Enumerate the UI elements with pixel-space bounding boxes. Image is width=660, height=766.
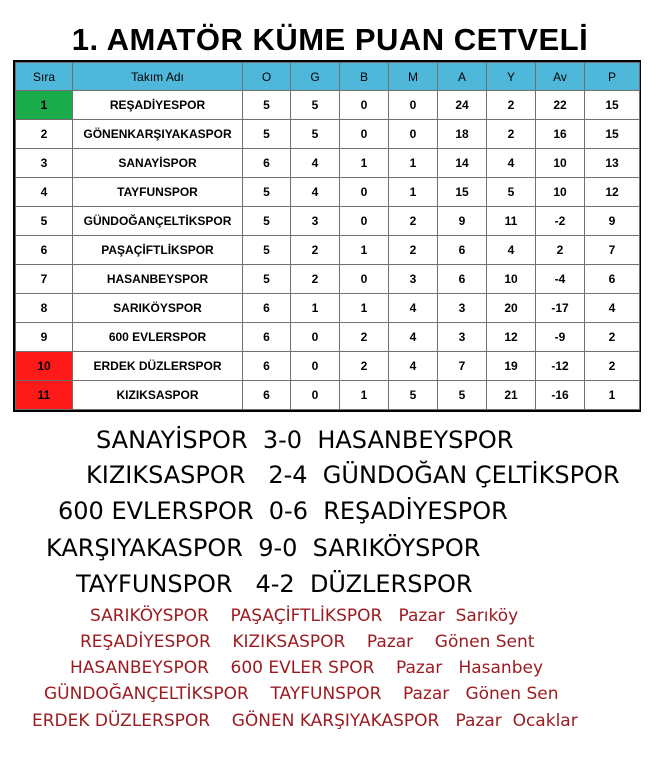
cell-lost: 4 — [389, 323, 438, 352]
cell-team-name: 600 EVLERSPOR — [73, 323, 243, 352]
result-line: KARŞIYAKASPOR 9-0 SARIKÖYSPOR — [46, 534, 481, 562]
cell-played: 5 — [243, 178, 291, 207]
cell-drawn: 1 — [340, 381, 389, 410]
column-header-won: G — [291, 63, 340, 91]
cell-goals-against: 10 — [487, 265, 536, 294]
cell-goal-diff: -2 — [536, 207, 585, 236]
cell-team-name: TAYFUNSPOR — [73, 178, 243, 207]
cell-won: 4 — [291, 178, 340, 207]
cell-team-name: GÖNENKARŞIYAKASPOR — [73, 120, 243, 149]
cell-won: 5 — [291, 91, 340, 120]
cell-points: 13 — [585, 149, 640, 178]
cell-points: 15 — [585, 91, 640, 120]
cell-played: 5 — [243, 207, 291, 236]
cell-drawn: 0 — [340, 91, 389, 120]
table-row — [16, 236, 640, 265]
cell-goals-for: 15 — [438, 178, 487, 207]
cell-goals-against: 2 — [487, 91, 536, 120]
result-line: TAYFUNSPOR 4-2 DÜZLERSPOR — [76, 570, 473, 598]
cell-won: 0 — [291, 352, 340, 381]
table-row — [16, 120, 640, 149]
column-header-points: P — [585, 63, 640, 91]
cell-rank: 1 — [16, 91, 73, 120]
cell-goals-against: 11 — [487, 207, 536, 236]
table-row — [16, 178, 640, 207]
table-row — [16, 207, 640, 236]
cell-goals-against: 5 — [487, 178, 536, 207]
cell-lost: 2 — [389, 236, 438, 265]
cell-goals-against: 19 — [487, 352, 536, 381]
fixture-line: HASANBEYSPOR 600 EVLER SPOR Pazar Hasanbey — [70, 658, 544, 678]
result-line: 600 EVLERSPOR 0-6 REŞADİYESPOR — [58, 497, 508, 525]
cell-team-name: SANAYİSPOR — [73, 149, 243, 178]
fixture-line: GÜNDOĞANÇELTİKSPOR TAYFUNSPOR Pazar Gönen Sen — [44, 684, 559, 704]
cell-points: 7 — [585, 236, 640, 265]
table-row — [16, 265, 640, 294]
cell-played: 5 — [243, 265, 291, 294]
cell-played: 6 — [243, 352, 291, 381]
column-header-drawn: B — [340, 63, 389, 91]
cell-won: 2 — [291, 265, 340, 294]
cell-rank: 4 — [16, 178, 73, 207]
cell-won: 0 — [291, 381, 340, 410]
cell-goals-against: 12 — [487, 323, 536, 352]
column-header-team: Takım Adı — [73, 63, 243, 91]
cell-goal-diff: 10 — [536, 149, 585, 178]
column-header-goals-for: A — [438, 63, 487, 91]
cell-played: 6 — [243, 294, 291, 323]
cell-lost: 4 — [389, 294, 438, 323]
cell-points: 1 — [585, 381, 640, 410]
cell-goals-for: 24 — [438, 91, 487, 120]
table-header-row — [16, 63, 640, 91]
cell-goals-for: 14 — [438, 149, 487, 178]
fixture-line: ERDEK DÜZLERSPOR GÖNEN KARŞIYAKASPOR Pazar Ocaklar — [32, 711, 578, 731]
fixture-line: REŞADİYESPOR KIZIKSASPOR Pazar Gönen Sent — [80, 632, 535, 652]
cell-lost: 3 — [389, 265, 438, 294]
cell-goals-against: 2 — [487, 120, 536, 149]
cell-goal-diff: -12 — [536, 352, 585, 381]
cell-points: 2 — [585, 352, 640, 381]
cell-points: 12 — [585, 178, 640, 207]
cell-goal-diff: -16 — [536, 381, 585, 410]
cell-won: 1 — [291, 294, 340, 323]
cell-goals-for: 18 — [438, 120, 487, 149]
cell-team-name: PAŞAÇİFTLİKSPOR — [73, 236, 243, 265]
cell-goals-for: 3 — [438, 294, 487, 323]
cell-goal-diff: -4 — [536, 265, 585, 294]
table-row — [16, 352, 640, 381]
cell-goals-for: 7 — [438, 352, 487, 381]
cell-goals-against: 4 — [487, 236, 536, 265]
cell-won: 4 — [291, 149, 340, 178]
column-header-played: O — [243, 63, 291, 91]
cell-goals-against: 20 — [487, 294, 536, 323]
cell-goals-against: 21 — [487, 381, 536, 410]
table-row — [16, 294, 640, 323]
cell-drawn: 0 — [340, 120, 389, 149]
cell-points: 6 — [585, 265, 640, 294]
table-row — [16, 149, 640, 178]
cell-lost: 1 — [389, 178, 438, 207]
cell-goals-for: 6 — [438, 236, 487, 265]
standings-table — [13, 60, 641, 412]
cell-goals-for: 3 — [438, 323, 487, 352]
cell-drawn: 2 — [340, 323, 389, 352]
cell-lost: 0 — [389, 91, 438, 120]
result-line: KIZIKSASPOR 2-4 GÜNDOĞAN ÇELTİKSPOR — [86, 461, 620, 489]
cell-played: 5 — [243, 120, 291, 149]
cell-lost: 5 — [389, 381, 438, 410]
cell-played: 5 — [243, 91, 291, 120]
table-row — [16, 323, 640, 352]
cell-lost: 4 — [389, 352, 438, 381]
cell-goal-diff: -17 — [536, 294, 585, 323]
cell-won: 3 — [291, 207, 340, 236]
cell-won: 5 — [291, 120, 340, 149]
cell-team-name: HASANBEYSPOR — [73, 265, 243, 294]
cell-played: 6 — [243, 323, 291, 352]
cell-goals-against: 4 — [487, 149, 536, 178]
cell-drawn: 1 — [340, 149, 389, 178]
cell-points: 4 — [585, 294, 640, 323]
cell-drawn: 0 — [340, 207, 389, 236]
cell-drawn: 0 — [340, 178, 389, 207]
cell-drawn: 2 — [340, 352, 389, 381]
cell-goal-diff: 2 — [536, 236, 585, 265]
cell-goals-for: 5 — [438, 381, 487, 410]
cell-team-name: REŞADİYESPOR — [73, 91, 243, 120]
cell-rank: 10 — [16, 352, 73, 381]
cell-team-name: SARIKÖYSPOR — [73, 294, 243, 323]
cell-goals-for: 9 — [438, 207, 487, 236]
result-line: SANAYİSPOR 3-0 HASANBEYSPOR — [96, 426, 514, 454]
cell-team-name: ERDEK DÜZLERSPOR — [73, 352, 243, 381]
cell-played: 6 — [243, 381, 291, 410]
cell-played: 6 — [243, 149, 291, 178]
cell-rank: 5 — [16, 207, 73, 236]
cell-rank: 8 — [16, 294, 73, 323]
column-header-lost: M — [389, 63, 438, 91]
cell-drawn: 1 — [340, 236, 389, 265]
cell-rank: 2 — [16, 120, 73, 149]
cell-played: 5 — [243, 236, 291, 265]
cell-goal-diff: 10 — [536, 178, 585, 207]
column-header-rank: Sıra — [16, 63, 73, 91]
cell-team-name: GÜNDOĞANÇELTİKSPOR — [73, 207, 243, 236]
cell-lost: 1 — [389, 149, 438, 178]
cell-won: 0 — [291, 323, 340, 352]
cell-won: 2 — [291, 236, 340, 265]
cell-lost: 0 — [389, 120, 438, 149]
cell-rank: 6 — [16, 236, 73, 265]
cell-team-name: KIZIKSASPOR — [73, 381, 243, 410]
cell-points: 15 — [585, 120, 640, 149]
cell-drawn: 0 — [340, 265, 389, 294]
column-header-goals-against: Y — [487, 63, 536, 91]
fixture-line: SARIKÖYSPOR PAŞAÇİFTLİKSPOR Pazar Sarıköy — [90, 606, 519, 626]
cell-goal-diff: -9 — [536, 323, 585, 352]
cell-goal-diff: 22 — [536, 91, 585, 120]
cell-rank: 7 — [16, 265, 73, 294]
cell-points: 9 — [585, 207, 640, 236]
cell-lost: 2 — [389, 207, 438, 236]
cell-goal-diff: 16 — [536, 120, 585, 149]
column-header-goal-diff: Av — [536, 63, 585, 91]
page-title: 1. AMATÖR KÜME PUAN CETVELİ — [71, 22, 589, 57]
cell-rank: 3 — [16, 149, 73, 178]
table-row — [16, 91, 640, 120]
cell-points: 2 — [585, 323, 640, 352]
cell-rank: 9 — [16, 323, 73, 352]
cell-drawn: 1 — [340, 294, 389, 323]
cell-rank: 11 — [16, 381, 73, 410]
cell-goals-for: 6 — [438, 265, 487, 294]
table-row — [16, 381, 640, 410]
